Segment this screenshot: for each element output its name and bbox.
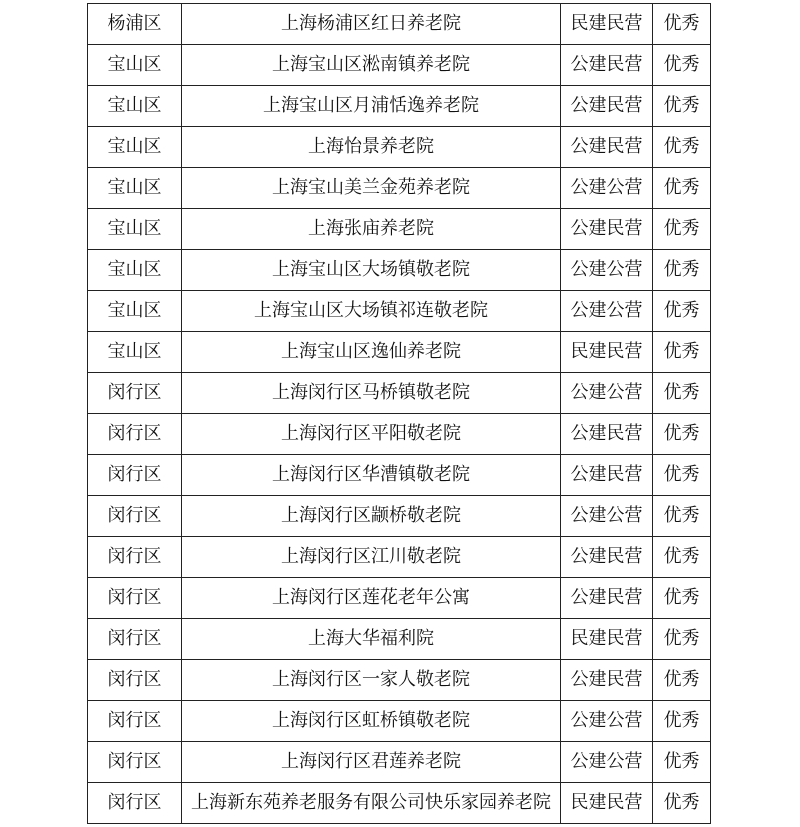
operation-type-cell: 公建公营 — [561, 250, 653, 291]
table-row — [88, 701, 711, 742]
operation-type-cell: 公建民营 — [561, 578, 653, 619]
table-row — [88, 4, 711, 45]
rating-cell: 优秀 — [653, 701, 711, 742]
operation-type-cell: 民建民营 — [561, 619, 653, 660]
institution-name-cell: 上海宝山区淞南镇养老院 — [182, 45, 561, 86]
institution-name-cell: 上海闵行区华漕镇敬老院 — [182, 455, 561, 496]
operation-type-cell: 公建公营 — [561, 168, 653, 209]
operation-type-cell: 民建民营 — [561, 783, 653, 824]
table-row — [88, 414, 711, 455]
rating-cell: 优秀 — [653, 250, 711, 291]
rating-cell: 优秀 — [653, 332, 711, 373]
nursing-home-table — [87, 3, 711, 824]
table-row — [88, 537, 711, 578]
operation-type-cell: 民建民营 — [561, 4, 653, 45]
table-row — [88, 332, 711, 373]
rating-cell: 优秀 — [653, 45, 711, 86]
rating-cell: 优秀 — [653, 373, 711, 414]
table-row — [88, 373, 711, 414]
rating-cell: 优秀 — [653, 209, 711, 250]
district-cell: 宝山区 — [88, 168, 182, 209]
rating-cell: 优秀 — [653, 537, 711, 578]
institution-name-cell: 上海宝山美兰金苑养老院 — [182, 168, 561, 209]
operation-type-cell: 公建公营 — [561, 701, 653, 742]
table-body — [88, 4, 711, 824]
operation-type-cell: 公建民营 — [561, 127, 653, 168]
institution-name-cell: 上海宝山区大场镇祁连敬老院 — [182, 291, 561, 332]
institution-name-cell: 上海怡景养老院 — [182, 127, 561, 168]
operation-type-cell: 公建民营 — [561, 209, 653, 250]
operation-type-cell: 公建民营 — [561, 660, 653, 701]
district-cell: 闵行区 — [88, 414, 182, 455]
institution-name-cell: 上海杨浦区红日养老院 — [182, 4, 561, 45]
institution-name-cell: 上海大华福利院 — [182, 619, 561, 660]
district-cell: 宝山区 — [88, 332, 182, 373]
table-row — [88, 209, 711, 250]
operation-type-cell: 公建民营 — [561, 86, 653, 127]
institution-name-cell: 上海闵行区一家人敬老院 — [182, 660, 561, 701]
rating-cell: 优秀 — [653, 86, 711, 127]
institution-name-cell: 上海闵行区君莲养老院 — [182, 742, 561, 783]
institution-name-cell: 上海闵行区江川敬老院 — [182, 537, 561, 578]
operation-type-cell: 公建公营 — [561, 742, 653, 783]
district-cell: 宝山区 — [88, 127, 182, 168]
table-row — [88, 496, 711, 537]
district-cell: 闵行区 — [88, 455, 182, 496]
institution-name-cell: 上海闵行区马桥镇敬老院 — [182, 373, 561, 414]
table-row — [88, 578, 711, 619]
table-row — [88, 250, 711, 291]
table-row — [88, 660, 711, 701]
operation-type-cell: 民建民营 — [561, 332, 653, 373]
institution-name-cell: 上海张庙养老院 — [182, 209, 561, 250]
district-cell: 闵行区 — [88, 373, 182, 414]
district-cell: 闵行区 — [88, 537, 182, 578]
operation-type-cell: 公建民营 — [561, 537, 653, 578]
institution-name-cell: 上海闵行区平阳敬老院 — [182, 414, 561, 455]
table-row — [88, 619, 711, 660]
table-row — [88, 45, 711, 86]
operation-type-cell: 公建民营 — [561, 455, 653, 496]
district-cell: 闵行区 — [88, 660, 182, 701]
rating-cell: 优秀 — [653, 742, 711, 783]
table-row — [88, 127, 711, 168]
institution-name-cell: 上海闵行区虹桥镇敬老院 — [182, 701, 561, 742]
institution-name-cell: 上海闵行区莲花老年公寓 — [182, 578, 561, 619]
district-cell: 宝山区 — [88, 45, 182, 86]
rating-cell: 优秀 — [653, 496, 711, 537]
district-cell: 宝山区 — [88, 250, 182, 291]
institution-name-cell: 上海闵行区颛桥敬老院 — [182, 496, 561, 537]
district-cell: 宝山区 — [88, 86, 182, 127]
district-cell: 闵行区 — [88, 783, 182, 824]
table-row — [88, 86, 711, 127]
rating-cell: 优秀 — [653, 291, 711, 332]
district-cell: 闵行区 — [88, 496, 182, 537]
table-row — [88, 291, 711, 332]
rating-cell: 优秀 — [653, 660, 711, 701]
rating-cell: 优秀 — [653, 168, 711, 209]
rating-cell: 优秀 — [653, 127, 711, 168]
rating-cell: 优秀 — [653, 578, 711, 619]
rating-cell: 优秀 — [653, 455, 711, 496]
table-row — [88, 168, 711, 209]
table-row — [88, 742, 711, 783]
rating-cell: 优秀 — [653, 414, 711, 455]
district-cell: 宝山区 — [88, 209, 182, 250]
table-row — [88, 455, 711, 496]
district-cell: 闵行区 — [88, 742, 182, 783]
table-row — [88, 783, 711, 824]
operation-type-cell: 公建公营 — [561, 373, 653, 414]
operation-type-cell: 公建公营 — [561, 496, 653, 537]
institution-name-cell: 上海宝山区逸仙养老院 — [182, 332, 561, 373]
rating-cell: 优秀 — [653, 619, 711, 660]
district-cell: 闵行区 — [88, 578, 182, 619]
institution-name-cell: 上海宝山区大场镇敬老院 — [182, 250, 561, 291]
institution-name-cell: 上海宝山区月浦恬逸养老院 — [182, 86, 561, 127]
district-cell: 杨浦区 — [88, 4, 182, 45]
institution-name-cell: 上海新东苑养老服务有限公司快乐家园养老院 — [182, 783, 561, 824]
district-cell: 宝山区 — [88, 291, 182, 332]
rating-cell: 优秀 — [653, 783, 711, 824]
operation-type-cell: 公建公营 — [561, 291, 653, 332]
district-cell: 闵行区 — [88, 701, 182, 742]
operation-type-cell: 公建民营 — [561, 414, 653, 455]
rating-cell: 优秀 — [653, 4, 711, 45]
district-cell: 闵行区 — [88, 619, 182, 660]
operation-type-cell: 公建民营 — [561, 45, 653, 86]
